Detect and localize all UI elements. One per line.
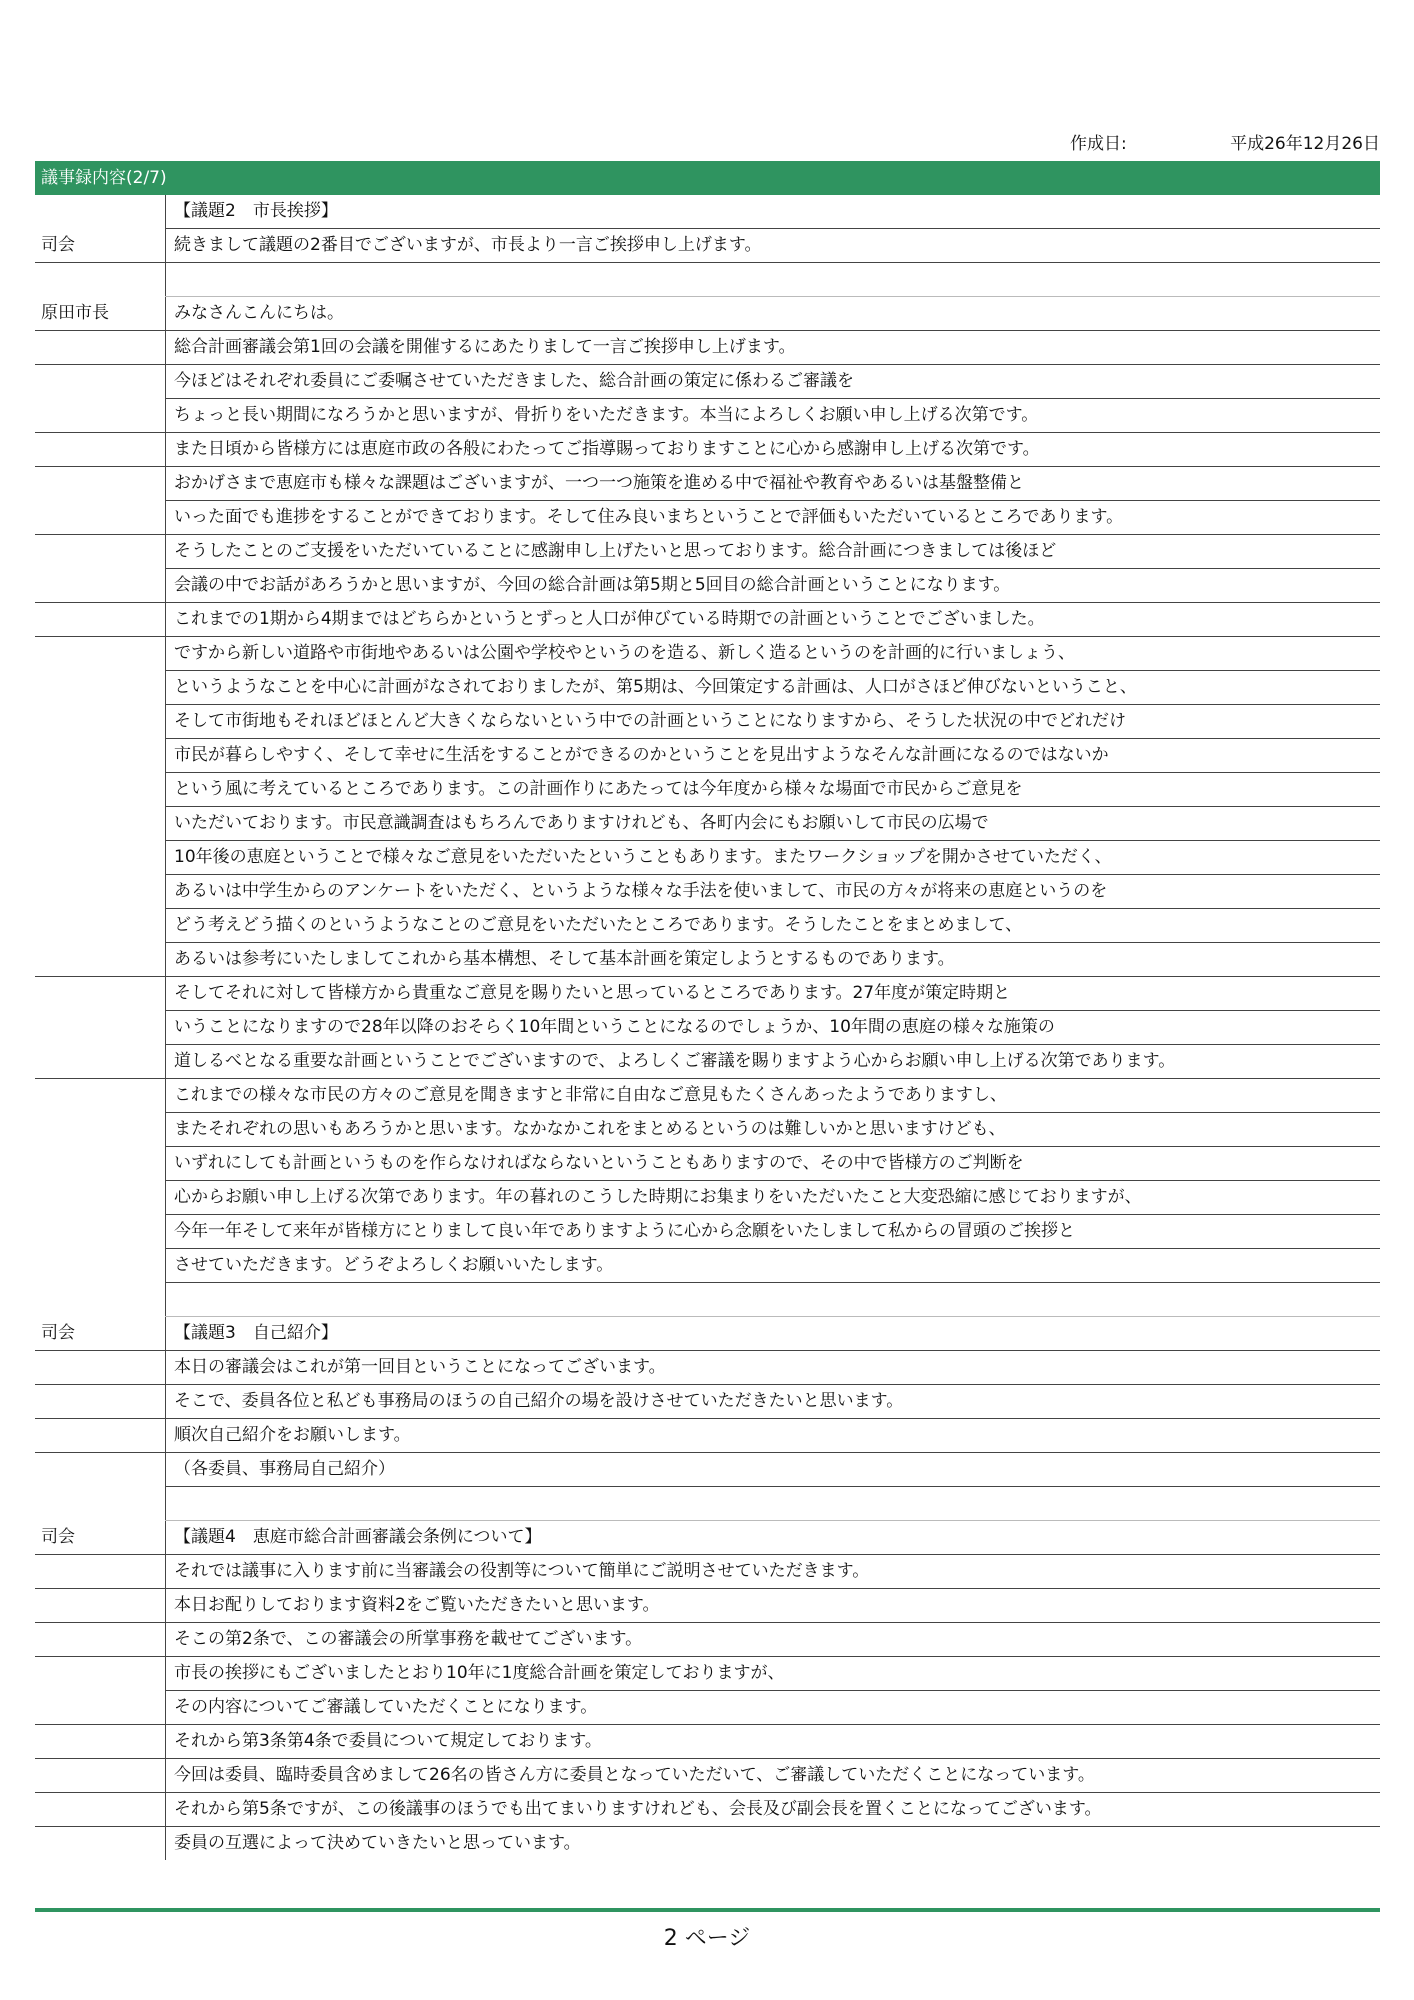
speaker-cell <box>35 1691 166 1725</box>
statement-cell: ちょっと長い期間になろうかと思いますが、骨折りをいただきます。本当によろしくお願い申し上げる次第です。 <box>166 399 1381 433</box>
table-row <box>35 535 1380 569</box>
speaker-cell <box>35 807 166 841</box>
speaker-cell <box>35 875 166 909</box>
minutes-table <box>35 195 1380 1860</box>
table-row <box>35 1317 1380 1351</box>
statement-cell: いずれにしても計画というものを作らなければならないということもありますので、その中で皆様方のご判断を <box>166 1147 1381 1181</box>
table-row <box>35 1045 1380 1079</box>
speaker-cell <box>35 1011 166 1045</box>
statement-cell: それから第5条ですが、この後議事のほうでも出てまいりますけれども、会長及び副会長を置くことになってございます。 <box>166 1793 1381 1827</box>
speaker-cell <box>35 1759 166 1793</box>
table-row <box>35 1079 1380 1113</box>
speaker-cell: 司会 <box>35 1521 166 1555</box>
table-row <box>35 1453 1380 1487</box>
speaker-cell <box>35 671 166 705</box>
table-row <box>35 1725 1380 1759</box>
statement-cell: そしてそれに対して皆様方から貴重なご意見を賜りたいと思っているところであります。27年度が策定時期と <box>166 977 1381 1011</box>
speaker-cell <box>35 1487 166 1521</box>
table-row <box>35 773 1380 807</box>
table-row <box>35 1555 1380 1589</box>
creation-date-value: 平成26年12月26日 <box>1230 134 1380 154</box>
statement-cell: そして市街地もそれほどほとんど大きくならないという中での計画ということになりますから、そうした状況の中でどれだけ <box>166 705 1381 739</box>
table-row <box>35 603 1380 637</box>
statement-cell: （各委員、事務局自己紹介） <box>166 1453 1381 1487</box>
table-row <box>35 1113 1380 1147</box>
table-row <box>35 501 1380 535</box>
minutes-body <box>35 195 1380 1860</box>
speaker-cell <box>35 195 166 229</box>
table-row <box>35 943 1380 977</box>
table-row <box>35 433 1380 467</box>
statement-cell: いった面でも進捗をすることができております。そして住み良いまちということで評価もいただいているところであります。 <box>166 501 1381 535</box>
statement-cell: という風に考えているところであります。この計画作りにあたっては今年度から様々な場面で市民からご意見を <box>166 773 1381 807</box>
statement-cell: いうことになりますので28年以降のおそらく10年間ということになるのでしょうか、10年間の恵庭の様々な施策の <box>166 1011 1381 1045</box>
speaker-cell <box>35 943 166 977</box>
speaker-cell <box>35 501 166 535</box>
table-row <box>35 399 1380 433</box>
statement-cell: その内容についてご審議していただくことになります。 <box>166 1691 1381 1725</box>
statement-cell: これまでの様々な市民の方々のご意見を聞きますと非常に自由なご意見もたくさんあったようでありますし、 <box>166 1079 1381 1113</box>
speaker-cell <box>35 263 166 297</box>
statement-cell: ですから新しい道路や市街地やあるいは公園や学校やというのを造る、新しく造るというのを計画的に行いましょう、 <box>166 637 1381 671</box>
table-row <box>35 1147 1380 1181</box>
speaker-cell <box>35 1181 166 1215</box>
statement-cell: 本日お配りしております資料2をご覧いただきたいと思います。 <box>166 1589 1381 1623</box>
statement-cell: というようなことを中心に計画がなされておりましたが、第5期は、今回策定する計画は、人口がさほど伸びないということ、 <box>166 671 1381 705</box>
table-row <box>35 1385 1380 1419</box>
speaker-cell <box>35 1351 166 1385</box>
statement-cell: いただいております。市民意識調査はもちろんでありますけれども、各町内会にもお願いして市民の広場で <box>166 807 1381 841</box>
statement-cell: させていただきます。どうぞよろしくお願いいたします。 <box>166 1249 1381 1283</box>
speaker-cell <box>35 1657 166 1691</box>
table-row <box>35 467 1380 501</box>
speaker-cell <box>35 1283 166 1317</box>
speaker-cell <box>35 433 166 467</box>
statement-cell: 続きまして議題の2番目でございますが、市長より一言ご挨拶申し上げます。 <box>166 229 1381 263</box>
speaker-cell <box>35 739 166 773</box>
statement-cell: 順次自己紹介をお願いします。 <box>166 1419 1381 1453</box>
table-row <box>35 195 1380 229</box>
speaker-cell <box>35 841 166 875</box>
table-row <box>35 1793 1380 1827</box>
speaker-cell <box>35 603 166 637</box>
speaker-cell <box>35 1793 166 1827</box>
statement-cell: 今回は委員、臨時委員含めまして26名の皆さん方に委員となっていただいて、ご審議していただくことになっています。 <box>166 1759 1381 1793</box>
statement-cell: 10年後の恵庭ということで様々なご意見をいただいたということもあります。またワークショップを開かさせていただく、 <box>166 841 1381 875</box>
table-row <box>35 1487 1380 1521</box>
statement-cell: あるいは参考にいたしましてこれから基本構想、そして基本計画を策定しようとするものであります。 <box>166 943 1381 977</box>
table-row <box>35 331 1380 365</box>
speaker-cell: 司会 <box>35 1317 166 1351</box>
table-row <box>35 1351 1380 1385</box>
statement-cell: 総合計画審議会第1回の会議を開催するにあたりまして一言ご挨拶申し上げます。 <box>166 331 1381 365</box>
speaker-cell <box>35 909 166 943</box>
speaker-cell: 司会 <box>35 229 166 263</box>
statement-cell: 心からお願い申し上げる次第であります。年の暮れのこうした時期にお集まりをいただいたこと大変恐縮に感じておりますが、 <box>166 1181 1381 1215</box>
table-row <box>35 1759 1380 1793</box>
table-row <box>35 875 1380 909</box>
table-row <box>35 977 1380 1011</box>
statement-cell: 市長の挨拶にもございましたとおり10年に1度総合計画を策定しておりますが、 <box>166 1657 1381 1691</box>
table-row <box>35 909 1380 943</box>
statement-cell: 道しるべとなる重要な計画ということでございますので、よろしくご審議を賜りますよう心からお願い申し上げる次第であります。 <box>166 1045 1381 1079</box>
statement-cell: 【議題3 自己紹介】 <box>166 1317 1381 1351</box>
statement-cell: また日頃から皆様方には恵庭市政の各般にわたってご指導賜っておりますことに心から感謝申し上げる次第です。 <box>166 433 1381 467</box>
table-row <box>35 1827 1380 1861</box>
section-title-bar: 議事録内容(2/7) <box>35 161 1380 195</box>
table-row <box>35 739 1380 773</box>
speaker-cell <box>35 1385 166 1419</box>
creation-date <box>1070 132 1380 156</box>
statement-cell: 委員の互選によって決めていきたいと思っています。 <box>166 1827 1381 1861</box>
speaker-cell <box>35 1555 166 1589</box>
table-row <box>35 297 1380 331</box>
speaker-cell <box>35 365 166 399</box>
table-row <box>35 229 1380 263</box>
statement-cell: 今ほどはそれぞれ委員にご委嘱させていただきました、総合計画の策定に係わるご審議を <box>166 365 1381 399</box>
statement-cell <box>166 1487 1381 1521</box>
speaker-cell <box>35 1623 166 1657</box>
speaker-cell <box>35 705 166 739</box>
table-row <box>35 1181 1380 1215</box>
table-row <box>35 1691 1380 1725</box>
page-number: 2 ページ <box>663 1926 751 1951</box>
statement-cell: 本日の審議会はこれが第一回目ということになってございます。 <box>166 1351 1381 1385</box>
statement-cell: あるいは中学生からのアンケートをいただく、というような様々な手法を使いまして、市民の方々が将来の恵庭というのを <box>166 875 1381 909</box>
statement-cell: そこで、委員各位と私ども事務局のほうの自己紹介の場を設けさせていただきたいと思います。 <box>166 1385 1381 1419</box>
speaker-cell <box>35 467 166 501</box>
statement-cell <box>166 263 1381 297</box>
table-row <box>35 1589 1380 1623</box>
statement-cell: これまでの1期から4期まではどちらかというとずっと人口が伸びている時期での計画ということでございました。 <box>166 603 1381 637</box>
speaker-cell <box>35 773 166 807</box>
speaker-cell <box>35 1589 166 1623</box>
table-row <box>35 1011 1380 1045</box>
table-row <box>35 671 1380 705</box>
table-row <box>35 705 1380 739</box>
speaker-cell <box>35 399 166 433</box>
table-row <box>35 365 1380 399</box>
speaker-cell: 原田市長 <box>35 297 166 331</box>
statement-cell: 【議題2 市長挨拶】 <box>166 195 1381 229</box>
table-row <box>35 841 1380 875</box>
speaker-cell <box>35 1453 166 1487</box>
table-row <box>35 1249 1380 1283</box>
speaker-cell <box>35 1419 166 1453</box>
statement-cell: それでは議事に入ります前に当審議会の役割等について簡単にご説明させていただきます。 <box>166 1555 1381 1589</box>
statement-cell: 会議の中でお話があろうかと思いますが、今回の総合計画は第5期と5回目の総合計画ということになります。 <box>166 569 1381 603</box>
statement-cell: みなさんこんにちは。 <box>166 297 1381 331</box>
speaker-cell <box>35 569 166 603</box>
creation-date-label: 作成日: <box>1070 134 1127 154</box>
speaker-cell <box>35 535 166 569</box>
statement-cell <box>166 1283 1381 1317</box>
table-row <box>35 637 1380 671</box>
table-row <box>35 569 1380 603</box>
speaker-cell <box>35 1147 166 1181</box>
table-row <box>35 263 1380 297</box>
statement-cell: どう考えどう描くのというようなことのご意見をいただいたところであります。そうしたことをまとめまして、 <box>166 909 1381 943</box>
statement-cell: またそれぞれの思いもあろうかと思います。なかなかこれをまとめるというのは難しいかと思いますけども、 <box>166 1113 1381 1147</box>
table-row <box>35 807 1380 841</box>
speaker-cell <box>35 1827 166 1861</box>
statement-cell: 市民が暮らしやすく、そして幸せに生活をすることができるのかということを見出すようなそんな計画になるのではないか <box>166 739 1381 773</box>
statement-cell: そうしたことのご支援をいただいていることに感謝申し上げたいと思っております。総合計画につきましては後ほど <box>166 535 1381 569</box>
speaker-cell <box>35 331 166 365</box>
bottom-divider <box>35 1908 1380 1912</box>
speaker-cell <box>35 1215 166 1249</box>
speaker-cell <box>35 1079 166 1113</box>
speaker-cell <box>35 637 166 671</box>
speaker-cell <box>35 1045 166 1079</box>
speaker-cell <box>35 977 166 1011</box>
table-row <box>35 1283 1380 1317</box>
table-row <box>35 1419 1380 1453</box>
statement-cell: おかげさまで恵庭市も様々な課題はございますが、一つ一つ施策を進める中で福祉や教育やあるいは基盤整備と <box>166 467 1381 501</box>
statement-cell: それから第3条第4条で委員について規定しております。 <box>166 1725 1381 1759</box>
statement-cell: 【議題4 恵庭市総合計画審議会条例について】 <box>166 1521 1381 1555</box>
speaker-cell <box>35 1249 166 1283</box>
table-row <box>35 1521 1380 1555</box>
statement-cell: そこの第2条で、この審議会の所掌事務を載せてございます。 <box>166 1623 1381 1657</box>
table-row <box>35 1623 1380 1657</box>
speaker-cell <box>35 1113 166 1147</box>
table-row <box>35 1215 1380 1249</box>
speaker-cell <box>35 1725 166 1759</box>
statement-cell: 今年一年そして来年が皆様方にとりまして良い年でありますように心から念願をいたしまして私からの冒頭のご挨拶と <box>166 1215 1381 1249</box>
table-row <box>35 1657 1380 1691</box>
